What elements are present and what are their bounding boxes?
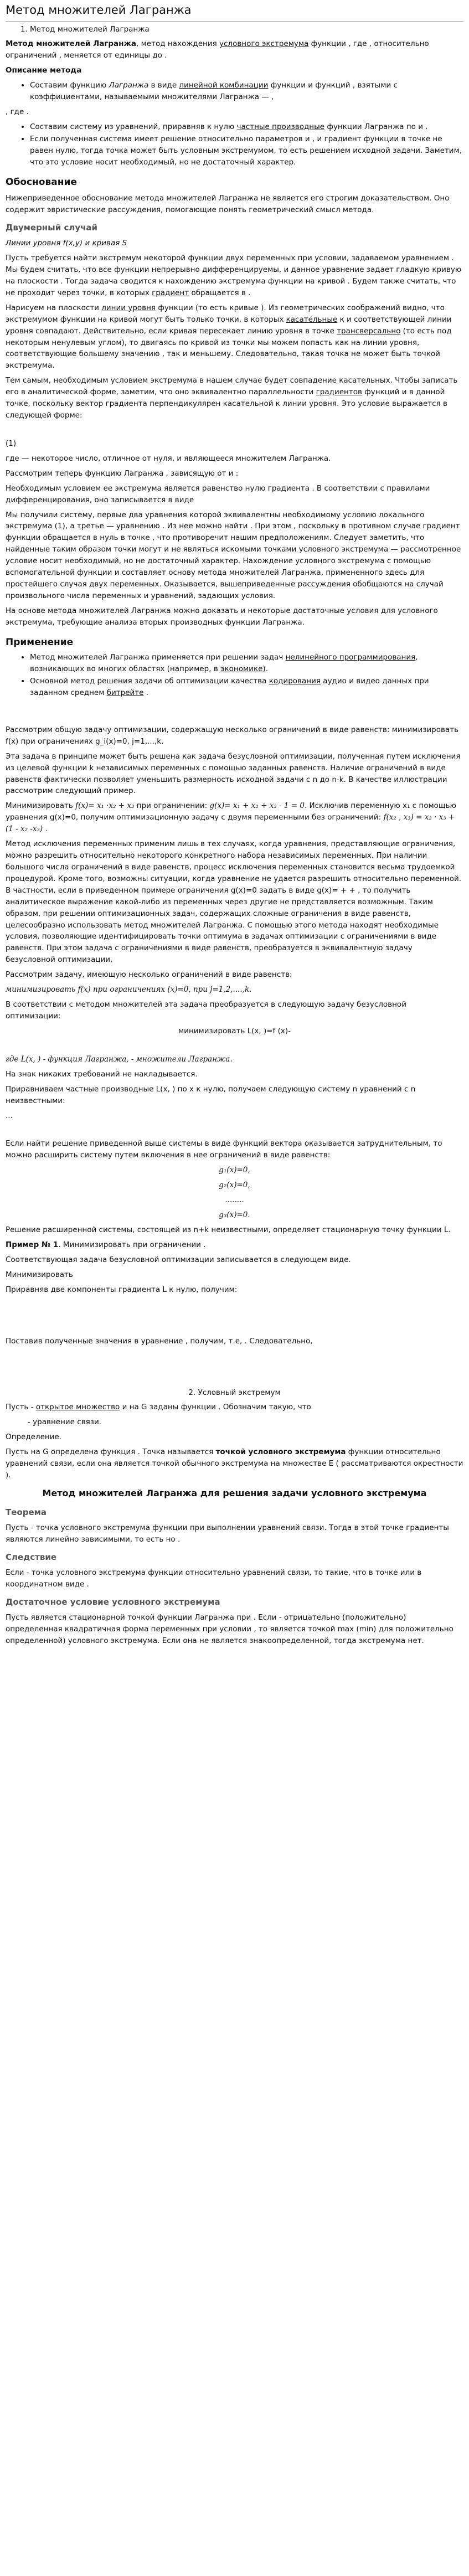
section-heading-sledstvie: Следствие	[6, 1552, 57, 1562]
list-item: • Составим функцию Лагранжа в виде линейной комбинации функции и функций , взятыми с коэффициентами, называемыми множителями Лагранжа — ,	[30, 80, 463, 103]
link-level-lines[interactable]: линии уровня	[101, 303, 156, 312]
link-open-set[interactable]: открытое множество	[35, 1403, 120, 1412]
link-uslovny-extremum[interactable]: условного экстремума	[219, 39, 309, 49]
link-economics[interactable]: экономике	[220, 664, 263, 674]
method-heading: Описание метода	[6, 66, 82, 75]
equation-system: g₁(x)=0, g₂(x)=0, ........ g₃(x)=0.	[219, 1166, 250, 1220]
section-heading-dvumerny: Двумерный случай	[6, 222, 98, 233]
paragraph: Рассмотрим теперь функцию Лагранжа , зависящую от и :	[6, 468, 239, 478]
paragraph: Минимизировать	[6, 1270, 73, 1279]
list-item: • Если полученная система имеет решение относительно параметров и , и градиент функции в точке не равен нулю, тогда точка может быть условным экстремумом, то есть решением исходной задачи. Заметим, что это условие носит необходимый, но не достаточный характер.	[30, 133, 463, 168]
paragraph: Тем самым, необходимым условием экстремума в нашем случае будет совпадение касательных. Чтобы записать его в аналитической форме, заметим, что оно эквивалентно параллельности градиентов функций и в данной точке, поскольку вектор градиента перпендикулярен касательной к линии уровня. Это условие выражается в следующей форме:	[6, 376, 458, 420]
paragraph: Пусть - точка условного экстремума функции при выполнении уравнений связи. Тогда в этой точке градиенты являются линейно зависимыми, то есть но .	[6, 1523, 449, 1544]
paragraph: Определение.	[6, 1433, 62, 1442]
link-gradients[interactable]: градиентов	[316, 388, 362, 397]
link-linear-combination[interactable]: линейной комбинации	[179, 81, 269, 90]
paragraph: Необходимым условием ее экстремума является равенство нулю градиента . В соответствии с правилами дифференцирования, оно записывается в виде	[6, 483, 430, 504]
link-transversal[interactable]: трансверсально	[337, 326, 401, 336]
paragraph: Приравниваем частные производные L(x, ) по x к нулю, получаем следующую систему n уравнений с n неизвестными:	[6, 1084, 416, 1105]
paragraph: Приравняв две компоненты градиента L к нулю, получим:	[6, 1285, 238, 1294]
paragraph: Решение расширенной системы, состоящей из n+k неизвестными, определяет стационарную точку функции L.	[6, 1225, 451, 1234]
paragraph: В соответствии с методом множителей эта задача преобразуется в следующую задачу безусловной оптимизации:	[6, 1000, 406, 1021]
paragraph: Пусть является стационарной точкой функции Лагранжа при . Если - отрицательно (положительно) определенная квадратичная форма переменных при условии , то является точкой max (min) для положительно определенной) условного экстремума. Если она не является знакоопределенной, тогда экстремума нет.	[6, 1613, 453, 1646]
paragraph: На знак никаких требований не накладывается.	[6, 1069, 198, 1079]
paragraph: На основе метода множителей Лагранжа можно доказать и некоторые достаточные условия для условного экстремума, требующие анализа вторых производных функции Лагранжа.	[6, 606, 438, 627]
paragraph: где L(x, ) - функция Лагранжа, - множители Лагранжа.	[6, 1054, 233, 1064]
method-list	[6, 80, 463, 103]
paragraph: Соответствующая задача безусловной оптимизации записывается в следующем виде.	[6, 1255, 351, 1264]
paragraph: Если найти решение приведенной выше системы в виде функций вектора оказывается затруднительным, то можно расширить систему путем включения в нее ограничений в виде равенств:	[6, 1139, 442, 1160]
page-title: Метод множителей Лагранжа	[6, 1, 463, 22]
link-partial-derivatives[interactable]: частные производные	[236, 122, 325, 131]
paragraph: - уравнение связи.	[28, 1418, 102, 1427]
paragraph: Пусть требуется найти экстремум некоторой функции двух переменных при условии, задаваемом уравнением . Мы будем считать, что все функции непрерывно дифференцируемы, и данное уравнение задает гладкую кривую на плоскости . Тогда задача сводится к нахождению экстремума функции на кривой . Будем также считать, что не проходит через точки, в которых градиент обращается в .	[6, 254, 462, 297]
paragraph: Нарисуем на плоскости линии уровня функции (то есть кривые ). Из геометрических соображений видно, что экстремумом функции на кривой могут быть только точки, в которых касательные к и соответствующей линии уровня совпадают. Действительно, если кривая пересекает линию уровня в точке трансверсально (то есть под некоторым ненулевым углом), то двигаясь по кривой из точки мы можем попасть как на линии уровня, соответствующие большему значению , так и меньшему. Следовательно, такая точка не может быть точкой экстремума.	[6, 303, 452, 370]
paragraph: Рассмотрим задачу, имеющую несколько ограничений в виде равенств:	[6, 970, 292, 980]
link-coding[interactable]: кодирования	[269, 676, 321, 686]
intro-paragraph: Метод множителей Лагранжа, метод нахождения условного экстремума функции , где , относительно ограничений , меняется от единицы до .	[6, 39, 429, 60]
paragraph: Пусть на G определена функция . Точка называется точкой условного экстремума функции относительно уравнений связи, если она является точкой обычного экстремума на множестве E ( рассматриваются окрестности ).	[6, 1447, 463, 1480]
equation: минимизировать L(x, )=f (x)-	[178, 1026, 291, 1035]
section-heading-uslovny: 2. Условный экстремум	[188, 1388, 281, 1397]
table-of-contents	[6, 24, 463, 35]
method-list-2	[6, 121, 463, 168]
list-item: • Основной метод решения задачи об оптимизации качества кодирования аудио и видео данных при заданном среднем битрейте .	[30, 676, 463, 699]
application-list	[6, 652, 463, 699]
list-item: • Метод множителей Лагранжа применяется при решении задач нелинейного программирования, возникающих во многих областях (например, в экономике).	[30, 652, 463, 675]
paragraph: Пусть - открытое множество и на G заданы функции . Обозначим такую, что	[6, 1403, 311, 1412]
dots: ...	[6, 1111, 13, 1120]
paragraph: Эта задача в принципе может быть решена как задача безусловной оптимизации, полученная путем исключения из целевой функции k независимых переменных с помощью заданных равенств. Наличие ограничений в виде равенств фактически позволяет уменьшить размерность исходной задачи с n до n-k. В качестве иллюстрации рассмотрим следующий пример.	[6, 751, 461, 796]
equation-number: (1)	[6, 439, 17, 448]
paragraph: Поставив полученные значения в уравнение , получим, т.е, . Следовательно,	[6, 1336, 313, 1346]
section-heading-obosnovanie: Обоснование	[6, 176, 77, 188]
gde-line: , где .	[6, 107, 29, 117]
link-nonlinear-programming[interactable]: нелинейного программирования	[285, 653, 416, 662]
example-paragraph: Пример № 1. Минимизировать при ограничении .	[6, 1240, 206, 1249]
paragraph: Метод исключения переменных применим лишь в тех случаях, когда уравнения, представляющие ограничения, можно разрешить относительно некоторого конкретного набора независимых переменных. При наличии большого числа ограничений в виде равенств, процесс исключения переменных становится весьма трудоемкой процедурой. Кроме того, возможны ситуации, когда уравнение не удается разрешить относительно переменной. В частности, если в приведенном примере ограничения g(x)=0 задать в виде g(x)= + + , то получить аналитическое выражение какой-либо из переменных через другие не представляется возможным. Таким образом, при решении оптимизационных задач, содержащих сложные ограничения в виде равенств, целесообразно использовать метод множителей Лагранжа. С помощью этого метода находят необходимые условия, позволяющие идентифицировать точки оптимума в задачах оптимизации с ограничениями в виде равенств. При этом задача с ограничениями в виде равенств, преобразуется в эквивалентную задачу безусловной оптимизации.	[6, 839, 462, 965]
link-gradient[interactable]: градиент	[152, 288, 189, 297]
section-heading-teorema: Теорема	[6, 1507, 47, 1517]
figure-caption: Линии уровня f(x,y) и кривая S	[6, 239, 127, 248]
paragraph: где — некоторое число, отличное от нуля, и являющееся множителем Лагранжа.	[6, 454, 331, 463]
section-heading-dostatochnoe: Достаточное условие условного экстремума	[6, 1596, 220, 1607]
paragraph: Минимизировать f(x)= x₁ ·x₂ + x₃ при ограничении: g(x)= x₁ + x₂ + x₃ - 1 = 0. Исключив переменную x₁ с помощью уравнения g(x)=0, получим оптимизационную задачу с двумя переменными без ограничений: f(x₂ , x₃) = x₂ · x₃ + (1 - x₂ -x₃) .	[6, 801, 456, 834]
paragraph: Нижеприведенное обоснование метода множителей Лагранжа не является его строгим доказательством. Оно содержит эвристические рассуждения, помогающие понять геометрический смысл метода.	[6, 194, 450, 214]
paragraph: Если - точка условного экстремума функции относительно уравнений связи, то такие, что в точке или в координатном виде .	[6, 1568, 422, 1589]
toc-item[interactable]: 1. Метод множителей Лагранжа	[30, 24, 463, 35]
section-heading-primenenie: Применение	[6, 636, 74, 648]
section-heading-lagrange-method: Метод множителей Лагранжа для решения задачи условного экстремума	[42, 1487, 427, 1498]
intro-bold: Метод множителей Лагранжа	[6, 39, 137, 49]
link-bitrate[interactable]: битрейте	[106, 688, 144, 697]
list-item: • Составим систему из уравнений, приравняв к нулю частные производные функции Лагранжа по и .	[30, 121, 463, 133]
paragraph: минимизировать f(x) при ограничениях (x)=0, при j=1,2,....,k.	[6, 985, 252, 995]
paragraph: Мы получили систему, первые два уравнения которой эквивалентны необходимому условию локального экстремума (1), а третье — уравнению . Из нее можно найти . При этом , поскольку в противном случае градиент функции обращается в нуль в точке , что противоречит нашим предположениям. Следует заметить, что найденные таким образом точки могут и не являться искомыми точками условного экстремума — рассмотренное условие носит необходимый, но не достаточный характер. Нахождение условного экстремума с помощью вспомогательной функции и составляет основу метода множителей Лагранжа, примененного здесь для простейшего случая двух переменных. Оказывается, вышеприведенные рассуждения обобщаются на случай произвольного числа переменных и уравнений, задающих условия.	[6, 510, 461, 601]
paragraph: Рассмотрим общую задачу оптимизации, содержащую несколько ограничений в виде равенств: минимизировать f(x) при ограничениях g_i(x)=0, j=1,...,k.	[6, 725, 459, 746]
link-tangents[interactable]: касательные	[286, 315, 338, 324]
